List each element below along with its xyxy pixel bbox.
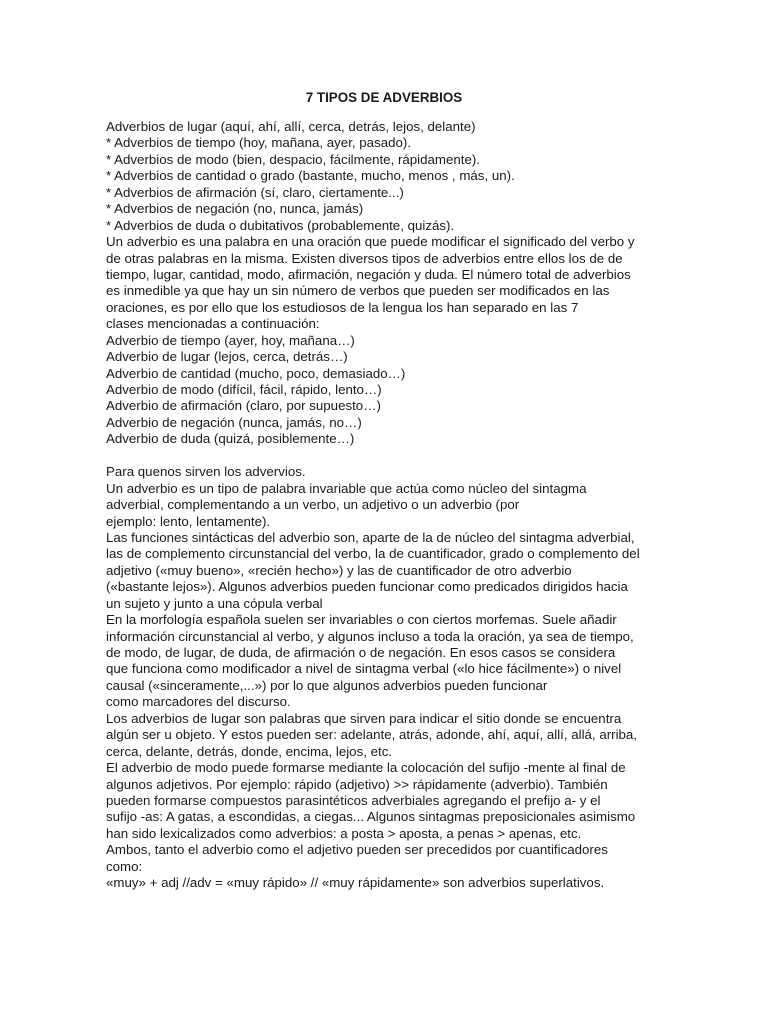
text-line: Un adverbio es un tipo de palabra invariable que actúa como núcleo del sintagma: [106, 480, 587, 496]
text-line: Adverbio de afirmación (claro, por supuesto…): [106, 398, 381, 414]
text-line: * Adverbios de duda o dubitativos (probablemente, quizás).: [106, 217, 455, 233]
text-line: * Adverbios de tiempo (hoy, mañana, ayer, pasado).: [106, 135, 412, 151]
text-line: algún ser u objeto. Y estos pueden ser: adelante, atrás, adonde, ahí, aquí, allí, allá, arriba,: [106, 727, 638, 743]
text-line: es inmedible ya que hay un sin número de verbos que pueden ser modificados en las: [106, 283, 610, 299]
text-line: han sido lexicalizados como adverbios: a posta > aposta, a penas > apenas, etc.: [106, 825, 582, 841]
text-line: de otras palabras en la misma. Existen diversos tipos de adverbios entre ellos los de de: [106, 250, 623, 266]
text-line: ejemplo: lento, lentamente).: [106, 513, 271, 529]
text-line: pueden formarse compuestos parasintéticos adverbiales agregando el prefijo a- y el: [106, 792, 601, 808]
text-line: Adverbio de duda (quizá, posiblemente…): [106, 431, 355, 447]
text-line: * Adverbios de afirmación (sí, claro, ciertamente...): [106, 184, 404, 200]
text-line: Adverbio de tiempo (ayer, hoy, mañana…): [106, 332, 355, 348]
text-line: Ambos, tanto el adverbio como el adjetivo pueden ser precedidos por cuantificadores: [106, 842, 608, 858]
text-line: adjetivo («muy bueno», «recién hecho») y las de cuantificador de otro adverbio: [106, 562, 572, 578]
text-line: En la morfología española suelen ser invariables o con ciertos morfemas. Suele añadir: [106, 612, 617, 628]
text-line: clases mencionadas a continuación:: [106, 316, 320, 332]
text-line: * Adverbios de cantidad o grado (bastante, mucho, menos , más, un).: [106, 168, 515, 184]
document-body: [106, 119, 666, 892]
text-line: Para quenos sirven los advervios.: [106, 464, 306, 480]
text-line: información circunstancial al verbo, y algunos incluso a toda la oración, ya sea de tiempo,: [106, 628, 634, 644]
text-line: como marcadores del discurso.: [106, 694, 291, 710]
text-line: sufijo -as: A gatas, a escondidas, a ciegas... Algunos sintagmas preposicionales asimismo: [106, 809, 636, 825]
text-line: * Adverbios de negación (no, nunca, jamás): [106, 201, 364, 217]
text-line: Las funciones sintácticas del adverbio son, aparte de la de núcleo del sintagma adverbial,: [106, 529, 635, 545]
text-line: El adverbio de modo puede formarse mediante la colocación del sufijo -mente al final de: [106, 760, 626, 776]
text-line: Un adverbio es una palabra en una oración que puede modificar el significado del verbo y: [106, 234, 635, 250]
text-line: Adverbio de modo (difícil, fácil, rápido, lento…): [106, 382, 382, 397]
text-line: como:: [106, 858, 143, 874]
text-line: cerca, delante, detrás, donde, encima, lejos, etc.: [106, 743, 393, 759]
text-line: oraciones, es por ello que los estudiosos de la lengua los han separado en las 7: [106, 299, 579, 315]
text-line: adverbial, complementando a un verbo, un adjetivo o un adverbio (por: [106, 497, 520, 513]
text-line: un sujeto y junto a una cópula verbal: [106, 595, 323, 611]
text-line: «muy» + adj //adv = «muy rápido» // «muy rápidamente» son adverbios superlativos.: [106, 875, 605, 891]
text-line: Los adverbios de lugar son palabras que sirven para indicar el sitio donde se encuentra: [106, 710, 622, 726]
text-line: Adverbios de lugar (aquí, ahí, allí, cerca, detrás, lejos, delante): [106, 119, 476, 134]
text-line: («bastante lejos»). Algunos adverbios pueden funcionar como predicados dirigidos hacia: [106, 579, 628, 595]
text-line: que funciona como modificador a nivel de sintagma verbal («lo hice fácilmente») o nivel: [106, 661, 622, 677]
text-line: causal («sinceramente,...») por lo que algunos adverbios pueden funcionar: [106, 677, 548, 693]
blank-line: [106, 448, 666, 464]
text-line: las de complemento circunstancial del verbo, la de cuantificador, grado o complemento del: [106, 546, 640, 562]
text-line: * Adverbios de modo (bien, despacio, fácilmente, rápidamente).: [106, 151, 481, 167]
text-line: Adverbio de lugar (lejos, cerca, detrás…): [106, 349, 348, 365]
text-line: de modo, de lugar, de duda, de afirmación o de negación. En esos casos se considera: [106, 645, 616, 660]
document-title: 7 TIPOS DE ADVERBIOS: [305, 90, 463, 105]
text-line: algunos adjetivos. Por ejemplo: rápido (adjetivo) >> rápidamente (adverbio). También: [106, 776, 608, 792]
text-line: Adverbio de negación (nunca, jamás, no…): [106, 414, 362, 430]
text-line: Adverbio de cantidad (mucho, poco, demasiado…): [106, 365, 406, 381]
text-line: tiempo, lugar, cantidad, modo, afirmación, negación y duda. El número total de adverbios: [106, 266, 631, 282]
